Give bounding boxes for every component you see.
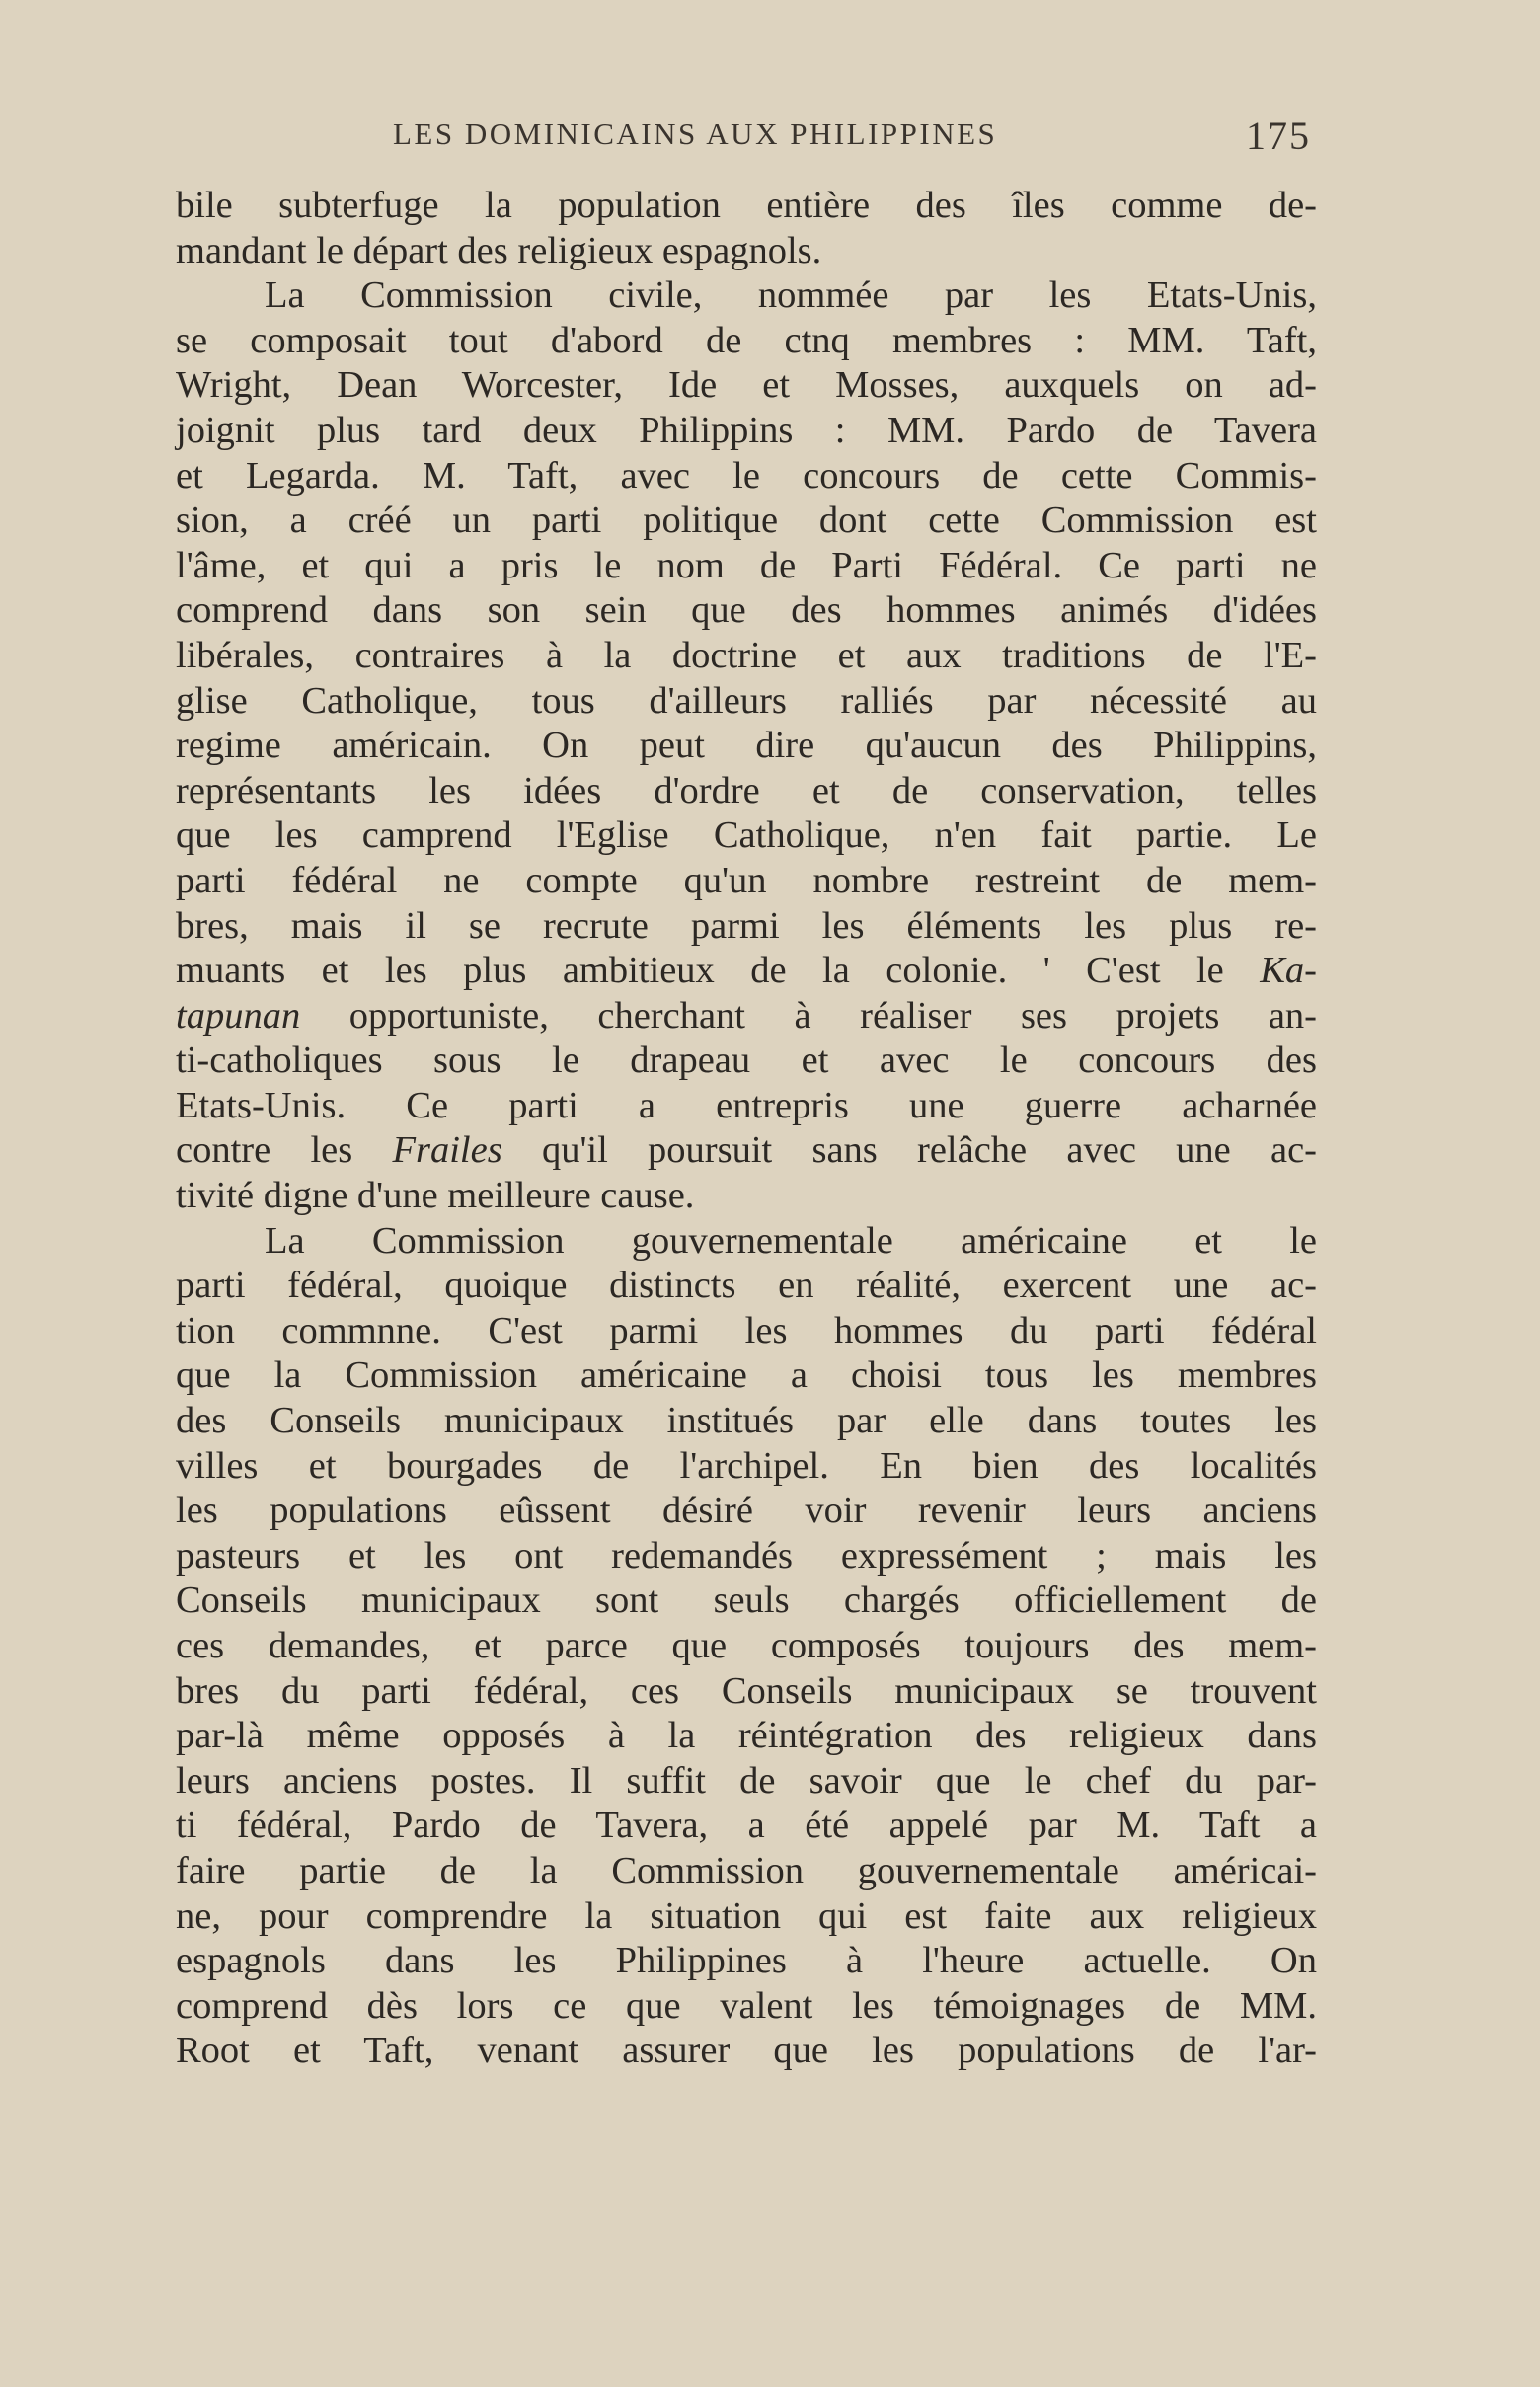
text-line	[176, 1128, 1317, 1174]
text-line: La Commission civile, nommée par les Etats-Unis,	[265, 274, 1317, 317]
text-line: faire partie de la Commission gouvernementale américai-	[176, 1849, 1317, 1891]
text-line: libérales, contraires à la doctrine et aux traditions de l'E-	[176, 634, 1317, 676]
text-line: bres, mais il se recrute parmi les éléments les plus re-	[176, 904, 1317, 947]
text-line: se composait tout d'abord de ctnq membres : MM. Taft,	[176, 319, 1317, 361]
page-header	[0, 116, 1540, 166]
text-line: bres du parti fédéral, ces Conseils municipaux se trouvent	[176, 1669, 1317, 1712]
text-line: représentants les idées d'ordre et de conservation, telles	[176, 769, 1317, 811]
text-line: ces demandes, et parce que composés toujours des mem-	[176, 1625, 1317, 1666]
running-title: LES DOMINICAINS AUX PHILIPPINES	[393, 116, 998, 151]
text-line: l'âme, et qui a pris le nom de Parti Fédéral. Ce parti ne	[176, 544, 1317, 586]
text-line: les populations eûssent désiré voir revenir leurs anciens	[176, 1490, 1317, 1532]
text-line: des Conseils municipaux institués par elle dans toutes les	[176, 1400, 1317, 1442]
text-line: et Legarda. M. Taft, avec le concours de cette Commis-	[176, 454, 1317, 497]
text-line: tivité digne d'une meilleure cause.	[176, 1175, 695, 1217]
text-segment: qu'il poursuit sans relâche avec une ac-	[501, 1129, 1317, 1172]
text-line	[176, 994, 1317, 1040]
text-line: parti fédéral, quoique distincts en réalité, exercent une ac-	[176, 1265, 1317, 1307]
text-segment: contre les	[176, 1129, 393, 1172]
text-line: ti fédéral, Pardo de Tavera, a été appelé par M. Taft a	[176, 1805, 1317, 1847]
text-line: Wright, Dean Worcester, Ide et Mosses, auxquels on ad-	[176, 364, 1317, 407]
italic-term: Frailes	[392, 1129, 502, 1172]
text-line: ne, pour comprendre la situation qui est faite aux religieux	[176, 1894, 1317, 1937]
text-line: glise Catholique, tous d'ailleurs ralliés par nécessité au	[176, 679, 1317, 722]
text-line: leurs anciens postes. Il suffit de savoir que le chef du par-	[176, 1759, 1317, 1802]
text-line: joignit plus tard deux Philippins : MM. Pardo de Tavera	[176, 409, 1317, 451]
page-number: 175	[1246, 114, 1311, 158]
text-line: tion commnne. C'est parmi les hommes du parti fédéral	[176, 1309, 1317, 1351]
text-line: parti fédéral ne compte qu'un nombre restreint de mem-	[176, 859, 1317, 901]
text-line: par-là même opposés à la réintégration des religieux dans	[176, 1715, 1317, 1757]
text-line: Etats-Unis. Ce parti a entrepris une guerre acharnée	[176, 1084, 1317, 1126]
text-line: pasteurs et les ont redemandés expressément ; mais les	[176, 1534, 1317, 1577]
text-line: regime américain. On peut dire qu'aucun des Philippins,	[176, 725, 1317, 767]
text-line: sion, a créé un parti politique dont cette Commission est	[176, 500, 1317, 542]
italic-term: Ka-	[1260, 950, 1317, 992]
text-line: comprend dans son sein que des hommes animés d'idées	[176, 589, 1317, 632]
text-line: Conseils municipaux sont seuls chargés officiellement de	[176, 1579, 1317, 1622]
text-segment: opportuniste, cherchant à réaliser ses projets an-	[300, 994, 1317, 1037]
text-line: que la Commission américaine a choisi tous les membres	[176, 1354, 1317, 1397]
text-line: mandant le départ des religieux espagnols.	[176, 229, 822, 271]
text-line: espagnols dans les Philippines à l'heure actuelle. On	[176, 1940, 1317, 1982]
text-line: ti-catholiques sous le drapeau et avec le concours des	[176, 1040, 1317, 1082]
italic-term: tapunan	[176, 994, 301, 1037]
text-line: villes et bourgades de l'archipel. En bien des localités	[176, 1444, 1317, 1487]
text-line: bile subterfuge la population entière des îles comme de-	[176, 185, 1317, 226]
text-line	[176, 949, 1317, 994]
text-line: que les camprend l'Eglise Catholique, n'en fait partie. Le	[176, 814, 1317, 857]
text-segment: muants et les plus ambitieux de la colonie. ' C'est le	[176, 950, 1261, 992]
text-line: Root et Taft, venant assurer que les populations de l'ar-	[176, 2030, 1317, 2072]
text-line: La Commission gouvernementale américaine et le	[265, 1219, 1317, 1262]
text-line: comprend dès lors ce que valent les témoignages de MM.	[176, 1984, 1317, 2027]
body-text	[176, 184, 1317, 2074]
